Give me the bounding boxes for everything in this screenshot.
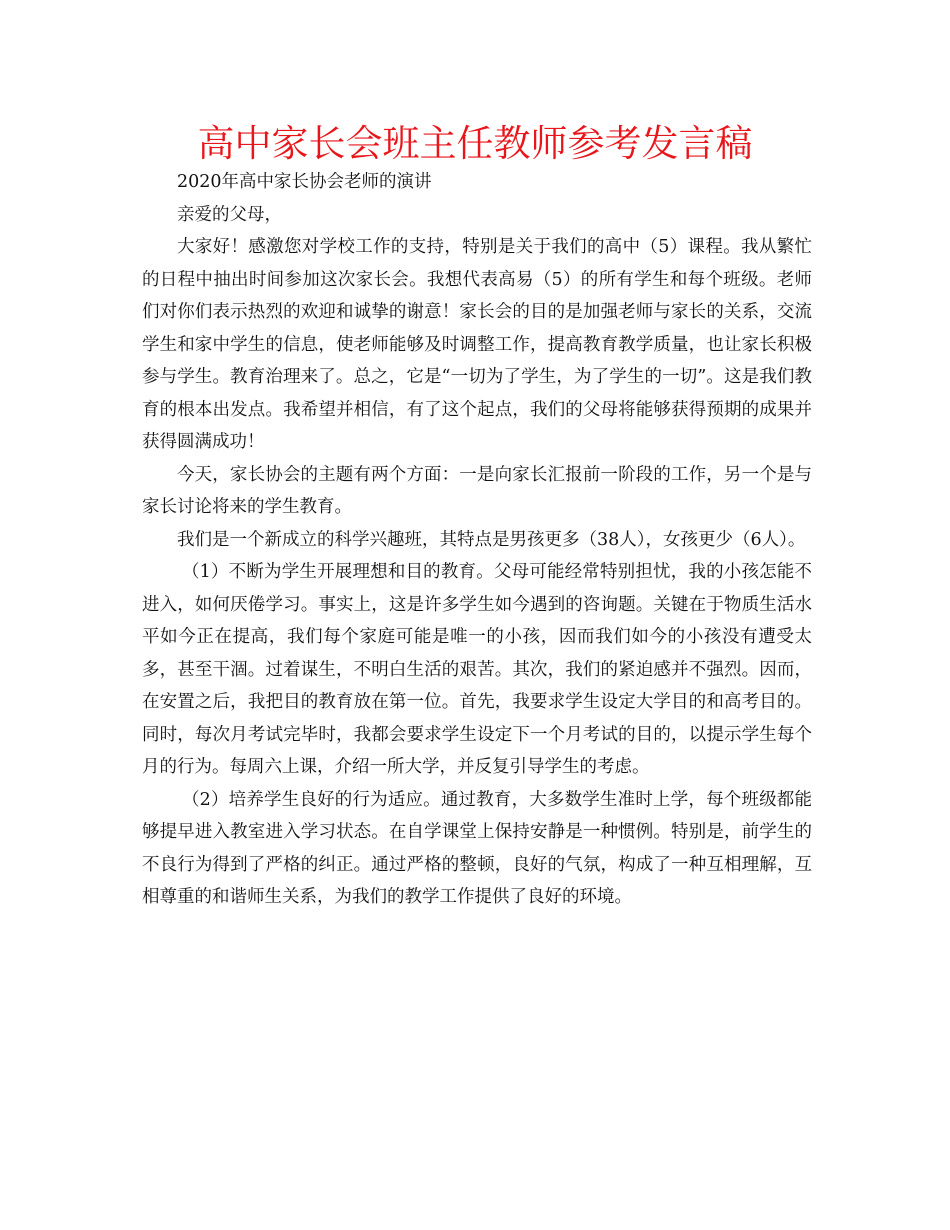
paragraph-theme: 今天，家长协会的主题有两个方面：一是向家长汇报前一阶段的工作，另一个是与家长讨论将来的学生教育。 xyxy=(142,464,812,517)
paragraph-item-2: （2）培养学生良好的行为适应。通过教育，大多数学生准时上学，每个班级都能够提早进入教室进入学习状态。在自学课堂上保持安静是一种惯例。特别是，前学生的不良行为得到了严格的纠正。通过严格的整顿，良好的气氛，构成了一种互相理解，互相尊重的和谐师生关系，为我们的教学工作提供了良好的环境。 xyxy=(142,789,812,907)
salutation: 亲爱的父母， xyxy=(177,204,282,225)
document-subtitle: 2020年高中家长协会老师的演讲 xyxy=(177,172,432,192)
document-title: 高中家长会班主任教师参考发言稿 xyxy=(197,122,753,165)
paragraph-class-intro: 我们是一个新成立的科学兴趣班，其特点是男孩更多（38人），女孩更少（6人）。 xyxy=(177,529,806,550)
document-body xyxy=(142,166,812,914)
paragraph-item-1: （1）不断为学生开展理想和目的教育。父母可能经常特别担忧，我的小孩怎能不进入，如何厌倦学习。事实上，这是许多学生如今遇到的咨询题。关键在于物质生活水平如今正在提高，我们每个家庭可能是唯一的小孩，因而我们如今的小孩没有遭受太多，甚至干涸。过着谋生，不明白生活的艰苦。其次，我们的紧迫感并不强烈。因而，在安置之后，我把目的教育放在第一位。首先，我要求学生设定大学目的和高考目的。同时，每次月考试完毕时，我都会要求学生设定下一个月考试的目的，以提示学生每个月的行为。每周六上课，介绍一所大学，并反复引导学生的考虑。 xyxy=(142,562,812,777)
paragraph-greeting: 大家好！感激您对学校工作的支持，特别是关于我们的高中（5）课程。我从繁忙的日程中抽出时间参加这次家长会。我想代表高易（5）的所有学生和每个班级。老师们对你们表示热烈的欢迎和诚挚的谢意！家长会的目的是加强老师与家长的关系，交流学生和家中学生的信息，使老师能够及时调整工作，提高教育教学质量，也让家长积极参与学生。教育治理来了。总之，它是“一切为了学生，为了学生的一切”。这是我们教育的根本出发点。我希望并相信，有了这个起点，我们的父母将能够获得预期的成果并获得圆满成功！ xyxy=(142,237,812,452)
